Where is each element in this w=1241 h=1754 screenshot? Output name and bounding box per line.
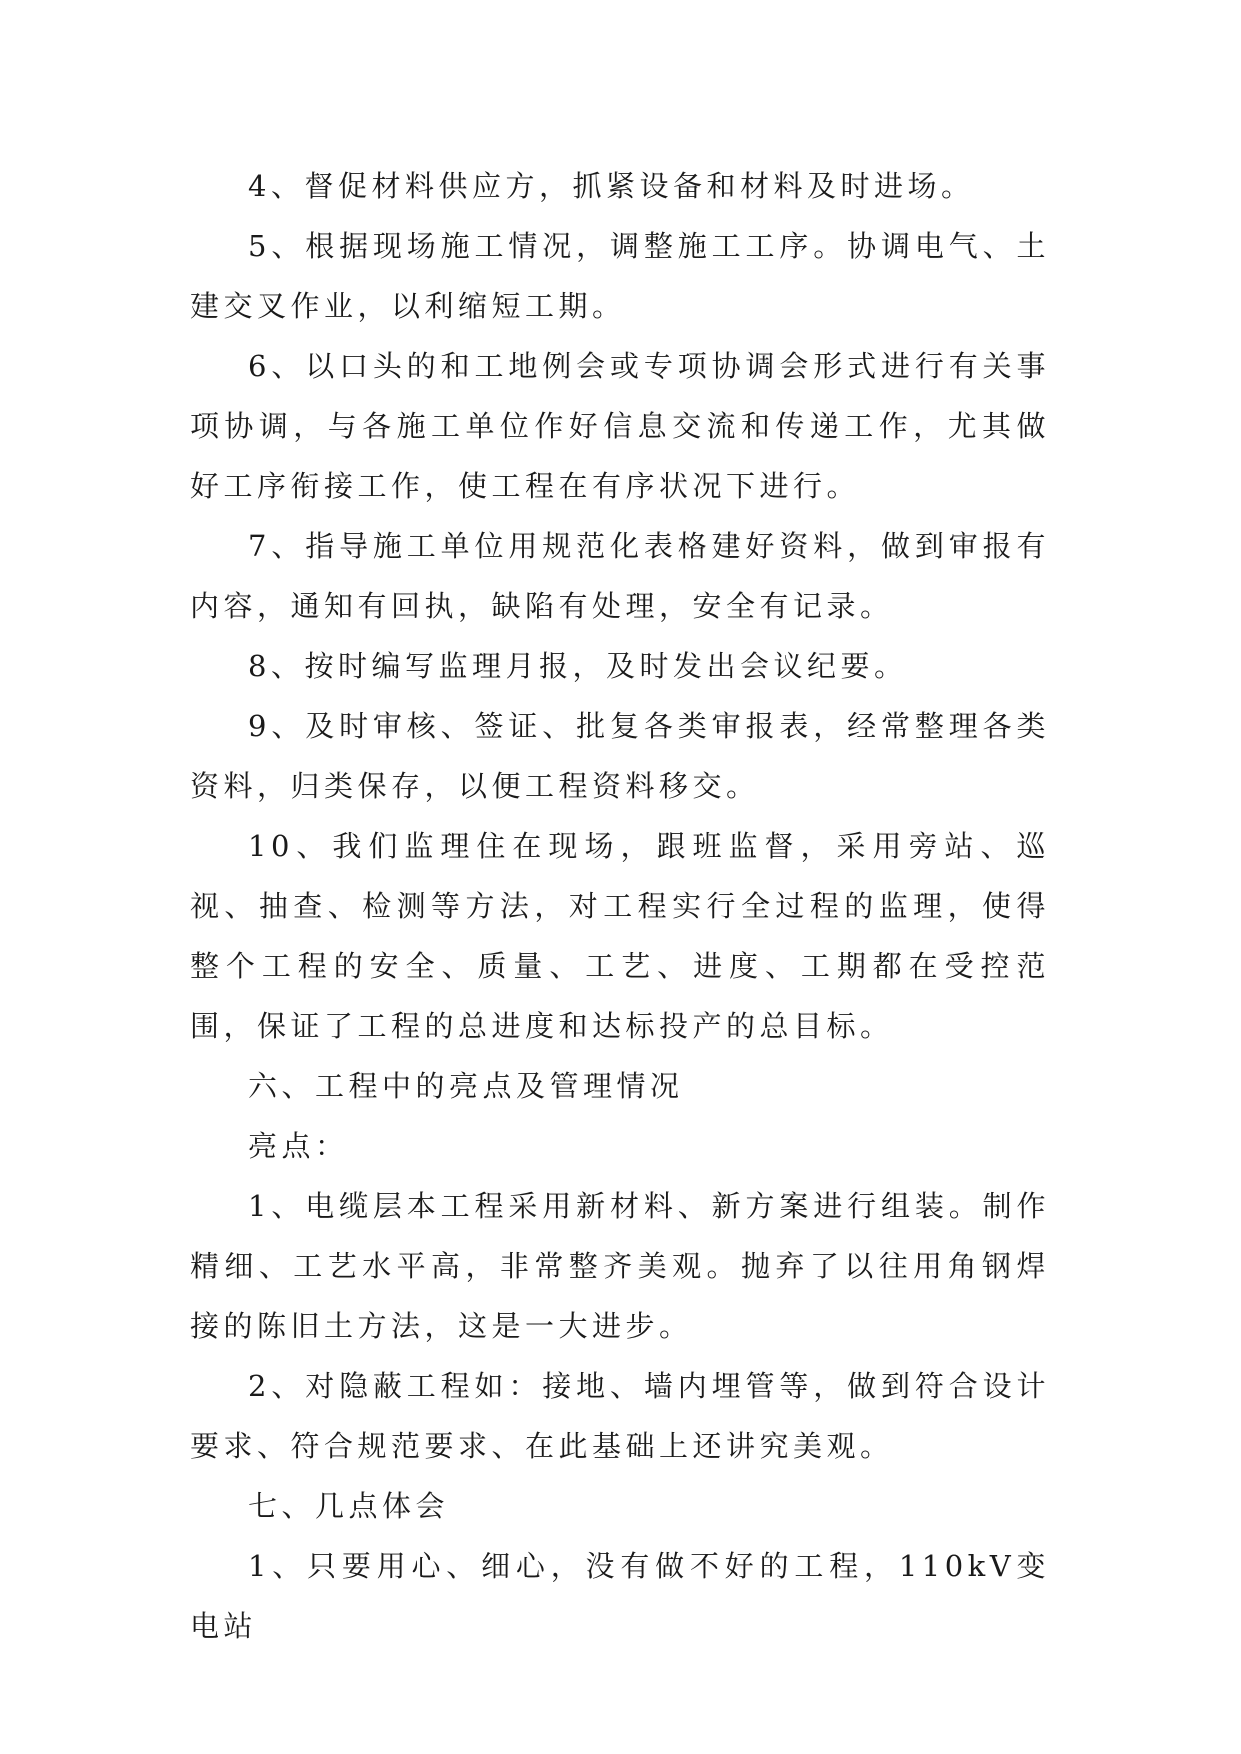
- subheading-highlights: 亮点：: [248, 1129, 349, 1163]
- section-heading-experience: 七、几点体会: [248, 1489, 450, 1523]
- experience-item-1: 1、只要用心、细心，没有做不好的工程，110kV变电站: [190, 1549, 1050, 1643]
- highlight-item-2: 2、对隐蔽工程如：接地、墙内埋管等，做到符合设计要求、符合规范要求、在此基础上还讲究美观。: [190, 1369, 1050, 1463]
- section-heading-highlights: 六、工程中的亮点及管理情况: [248, 1069, 684, 1103]
- paragraph-item-5: 5、根据现场施工情况，调整施工工序。协调电气、土建交叉作业，以利缩短工期。: [190, 229, 1050, 323]
- paragraph-item-6: 6、以口头的和工地例会或专项协调会形式进行有关事项协调，与各施工单位作好信息交流和传递工作，尤其做好工序衔接工作，使工程在有序状况下进行。: [190, 349, 1050, 503]
- paragraph-item-7: 7、指导施工单位用规范化表格建好资料，做到审报有内容，通知有回执，缺陷有处理，安全有记录。: [190, 529, 1050, 623]
- document-body: [190, 156, 1050, 1656]
- highlight-item-1: 1、电缆层本工程采用新材料、新方案进行组装。制作精细、工艺水平高，非常整齐美观。抛弃了以往用角钢焊接的陈旧土方法，这是一大进步。: [190, 1189, 1050, 1343]
- paragraph-item-9: 9、及时审核、签证、批复各类审报表，经常整理各类资料，归类保存，以便工程资料移交。: [190, 709, 1050, 803]
- paragraph-item-4: 4、督促材料供应方，抓紧设备和材料及时进场。: [248, 169, 975, 203]
- paragraph-item-8: 8、按时编写监理月报，及时发出会议纪要。: [248, 649, 908, 683]
- paragraph-item-10: 10、我们监理住在现场，跟班监督，采用旁站、巡视、抽查、检测等方法，对工程实行全过程的监理，使得整个工程的安全、质量、工艺、进度、工期都在受控范围，保证了工程的总进度和达标投产的总目标。: [190, 829, 1050, 1043]
